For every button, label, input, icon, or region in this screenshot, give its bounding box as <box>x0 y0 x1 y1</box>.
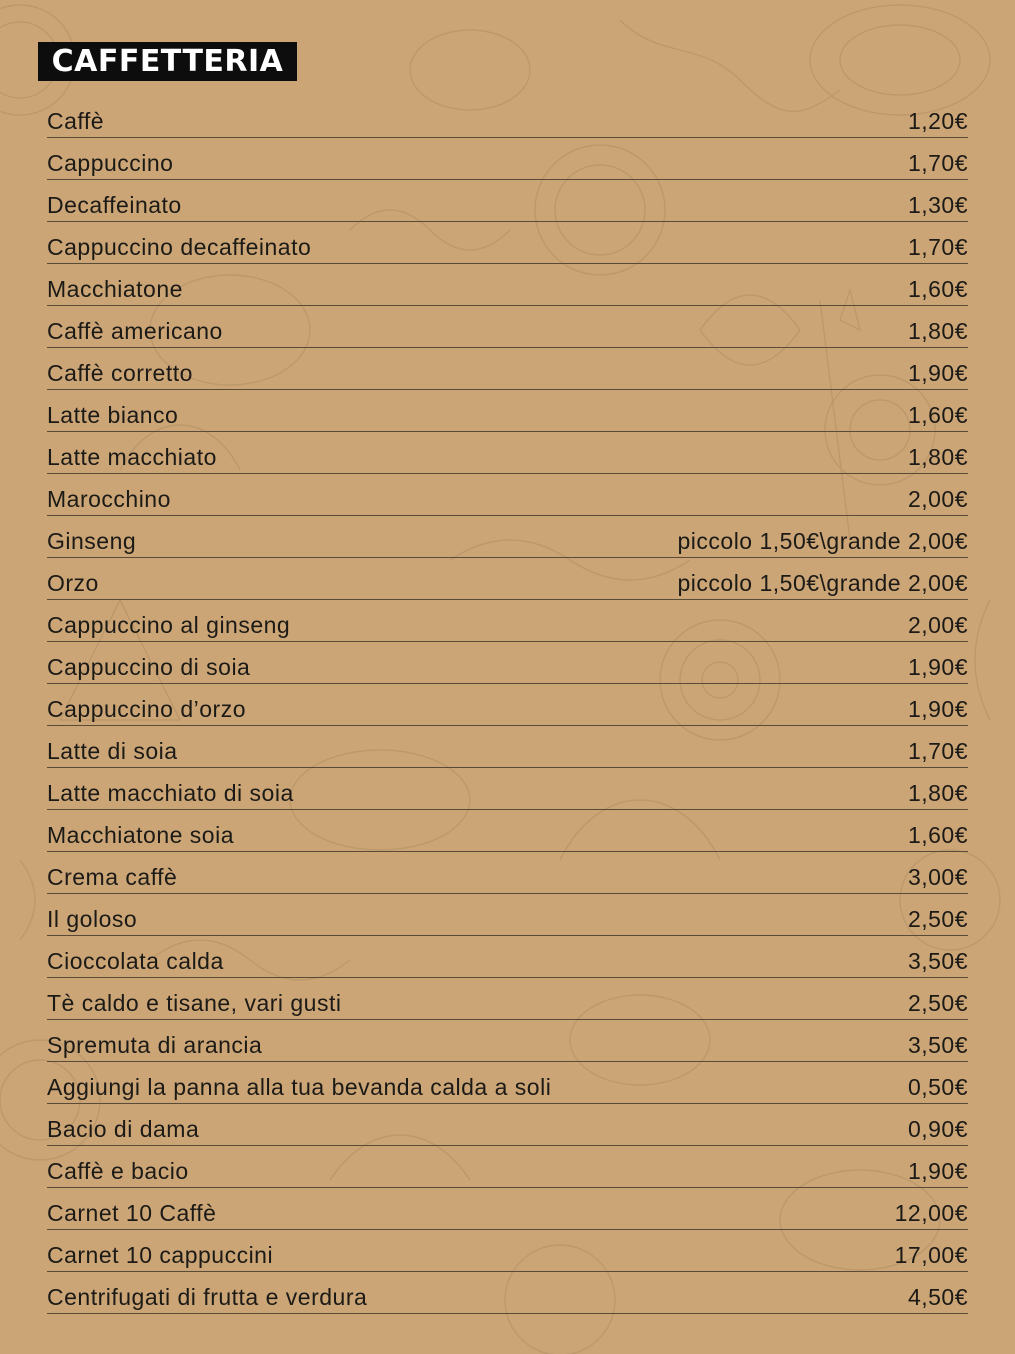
menu-row <box>47 1230 968 1272</box>
menu-row <box>47 852 968 894</box>
item-price: piccolo 1,50€\grande 2,00€ <box>677 528 968 554</box>
item-name: Bacio di dama <box>47 1116 200 1142</box>
item-name: Marocchino <box>47 486 171 512</box>
menu-row <box>47 1062 968 1104</box>
menu-row <box>47 306 968 348</box>
item-price: 0,90€ <box>907 1116 968 1142</box>
item-name: Decaffeinato <box>47 192 182 218</box>
item-name: Cappuccino d’orzo <box>47 696 247 722</box>
item-price: 1,30€ <box>907 192 968 218</box>
item-name: Cappuccino decaffeinato <box>47 234 312 260</box>
menu-row <box>47 768 968 810</box>
menu-row <box>47 642 968 684</box>
item-name: Cappuccino <box>47 150 174 176</box>
item-price: 1,20€ <box>907 108 968 134</box>
menu-row <box>47 936 968 978</box>
item-price: 3,00€ <box>907 864 968 890</box>
item-price: 2,50€ <box>907 906 968 932</box>
item-name: Centrifugati di frutta e verdura <box>47 1284 368 1310</box>
item-price: 4,50€ <box>907 1284 968 1310</box>
item-name: Cappuccino al ginseng <box>47 612 291 638</box>
item-name: Caffè americano <box>47 318 223 344</box>
item-price: 1,60€ <box>907 276 968 302</box>
menu-row <box>47 348 968 390</box>
item-price: 1,70€ <box>907 234 968 260</box>
menu-row <box>47 516 968 558</box>
menu-row <box>47 726 968 768</box>
menu-row <box>47 894 968 936</box>
item-name: Cappuccino di soia <box>47 654 251 680</box>
item-name: Latte macchiato di soia <box>47 780 294 806</box>
item-name: Il goloso <box>47 906 138 932</box>
item-name: Ginseng <box>47 528 137 554</box>
menu-row <box>47 1272 968 1314</box>
item-price: 2,00€ <box>907 486 968 512</box>
menu-row <box>47 222 968 264</box>
menu-row <box>47 432 968 474</box>
item-name: Macchiatone soia <box>47 822 234 848</box>
item-name: Crema caffè <box>47 864 178 890</box>
menu-row <box>47 264 968 306</box>
item-name: Caffè <box>47 108 105 134</box>
item-name: Carnet 10 Caffè <box>47 1200 217 1226</box>
item-name: Caffè e bacio <box>47 1158 189 1184</box>
menu-list <box>47 96 968 1314</box>
item-price: 12,00€ <box>894 1200 968 1226</box>
item-name: Carnet 10 cappuccini <box>47 1242 274 1268</box>
menu-row <box>47 978 968 1020</box>
item-price: 1,90€ <box>907 360 968 386</box>
menu-row <box>47 1188 968 1230</box>
item-price: 1,60€ <box>907 822 968 848</box>
item-price: 1,80€ <box>907 444 968 470</box>
item-price: 1,70€ <box>907 150 968 176</box>
menu-row <box>47 600 968 642</box>
menu-row <box>47 96 968 138</box>
item-price: 1,80€ <box>907 318 968 344</box>
menu-row <box>47 1104 968 1146</box>
menu-row <box>47 684 968 726</box>
item-name: Caffè corretto <box>47 360 193 386</box>
item-name: Aggiungi la panna alla tua bevanda calda a soli <box>47 1074 552 1100</box>
menu-row <box>47 474 968 516</box>
item-price: 2,00€ <box>907 612 968 638</box>
menu-row <box>47 558 968 600</box>
item-price: 1,90€ <box>907 696 968 722</box>
menu-row <box>47 180 968 222</box>
menu-row <box>47 138 968 180</box>
section-title: CAFFETTERIA <box>38 42 297 81</box>
item-price: 17,00€ <box>894 1242 968 1268</box>
item-name: Cioccolata calda <box>47 948 224 974</box>
item-price: 3,50€ <box>907 948 968 974</box>
item-price: 1,60€ <box>907 402 968 428</box>
menu-row <box>47 1020 968 1062</box>
item-price: 1,80€ <box>907 780 968 806</box>
item-name: Spremuta di arancia <box>47 1032 263 1058</box>
item-price: 1,70€ <box>907 738 968 764</box>
item-name: Latte macchiato <box>47 444 217 470</box>
item-price: piccolo 1,50€\grande 2,00€ <box>677 570 968 596</box>
item-name: Tè caldo e tisane, vari gusti <box>47 990 342 1016</box>
menu-row <box>47 810 968 852</box>
item-price: 2,50€ <box>907 990 968 1016</box>
item-price: 3,50€ <box>907 1032 968 1058</box>
item-price: 1,90€ <box>907 1158 968 1184</box>
item-price: 0,50€ <box>907 1074 968 1100</box>
item-price: 1,90€ <box>907 654 968 680</box>
item-name: Latte di soia <box>47 738 178 764</box>
menu-row <box>47 1146 968 1188</box>
item-name: Orzo <box>47 570 99 596</box>
menu-row <box>47 390 968 432</box>
item-name: Macchiatone <box>47 276 183 302</box>
item-name: Latte bianco <box>47 402 179 428</box>
